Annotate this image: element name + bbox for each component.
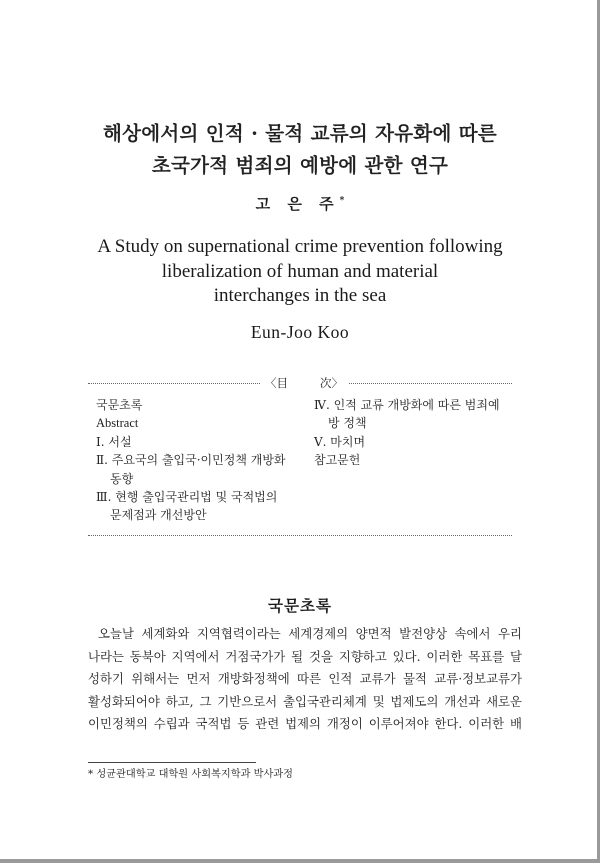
toc-left-column xyxy=(96,396,311,525)
body-line: 성하기 위해서는 먼저 개방화정책에 따른 인적 교류가 물적 교류·정보교류가 xyxy=(88,671,522,687)
toc-item[interactable]: Ⅴ. 마치며 xyxy=(314,434,366,449)
toc-heading-close: 次〉 xyxy=(320,376,343,390)
body-line: 오늘날 세계화와 지역협력이라는 세계경제의 양면적 발전양상 속에서 우리 xyxy=(98,626,522,641)
toc-right-column xyxy=(314,396,514,470)
footnote-divider xyxy=(88,762,256,763)
toc-item-continuation[interactable]: 동향 xyxy=(110,471,134,486)
toc-item[interactable]: Ⅱ. 주요국의 출입국·이민정책 개방화 xyxy=(96,453,286,468)
title-en-line: interchanges in the sea xyxy=(213,285,387,306)
body-line: 이민정책의 수립과 국적법 등 관련 법제의 개정이 이루어져야 한다. 이러한 배 xyxy=(88,716,522,732)
toc-heading-open: 〈目 xyxy=(265,376,288,390)
paper-title-english xyxy=(0,235,600,309)
title-en-line: A Study on supernational crime prevention following xyxy=(97,236,503,257)
abstract-body xyxy=(88,623,522,736)
footnote: * 성균관대학교 대학원 사회복지학과 박사과정 xyxy=(88,769,294,780)
title-line: 해상에서의 인적 · 물적 교류의 자유화에 따른 xyxy=(102,122,498,145)
author-name-english: Eun-Joo Koo xyxy=(250,322,350,342)
paper-title-korean xyxy=(0,118,600,182)
toc-item-continuation[interactable]: 문제점과 개선방안 xyxy=(110,508,207,523)
author-footnote-mark: * xyxy=(339,196,345,206)
toc-item[interactable]: Ⅰ. 서설 xyxy=(96,434,132,449)
section-heading-abstract: 국문초록 xyxy=(268,596,332,615)
author-name-korean xyxy=(0,193,600,214)
table-of-contents xyxy=(88,376,512,536)
toc-bottom-divider xyxy=(88,535,512,536)
title-en-line: liberalization of human and material xyxy=(161,260,439,282)
toc-item[interactable]: 참고문헌 xyxy=(314,453,361,468)
toc-heading xyxy=(260,376,348,390)
body-line: 활성화되어야 하고, 그 기반으로서 출입국관리체계 및 법제도의 개선과 새로운 xyxy=(88,693,522,709)
toc-item[interactable]: Ⅲ. 현행 출입국관리법 및 국적법의 xyxy=(96,490,278,505)
title-line: 초국가적 범죄의 예방에 관한 연구 xyxy=(151,154,449,177)
toc-item[interactable]: 국문초록 xyxy=(96,398,143,412)
toc-item[interactable]: Abstract xyxy=(96,416,139,431)
toc-item[interactable]: Ⅳ. 인적 교류 개방화에 따른 범죄예 xyxy=(314,398,500,412)
body-line: 나라는 동북아 지역에서 거점국가가 될 것을 지향하고 있다. 이러한 목표를 달 xyxy=(88,648,522,664)
toc-item-continuation[interactable]: 방 정책 xyxy=(328,416,367,431)
author-name: 고 은 주 xyxy=(255,195,340,213)
